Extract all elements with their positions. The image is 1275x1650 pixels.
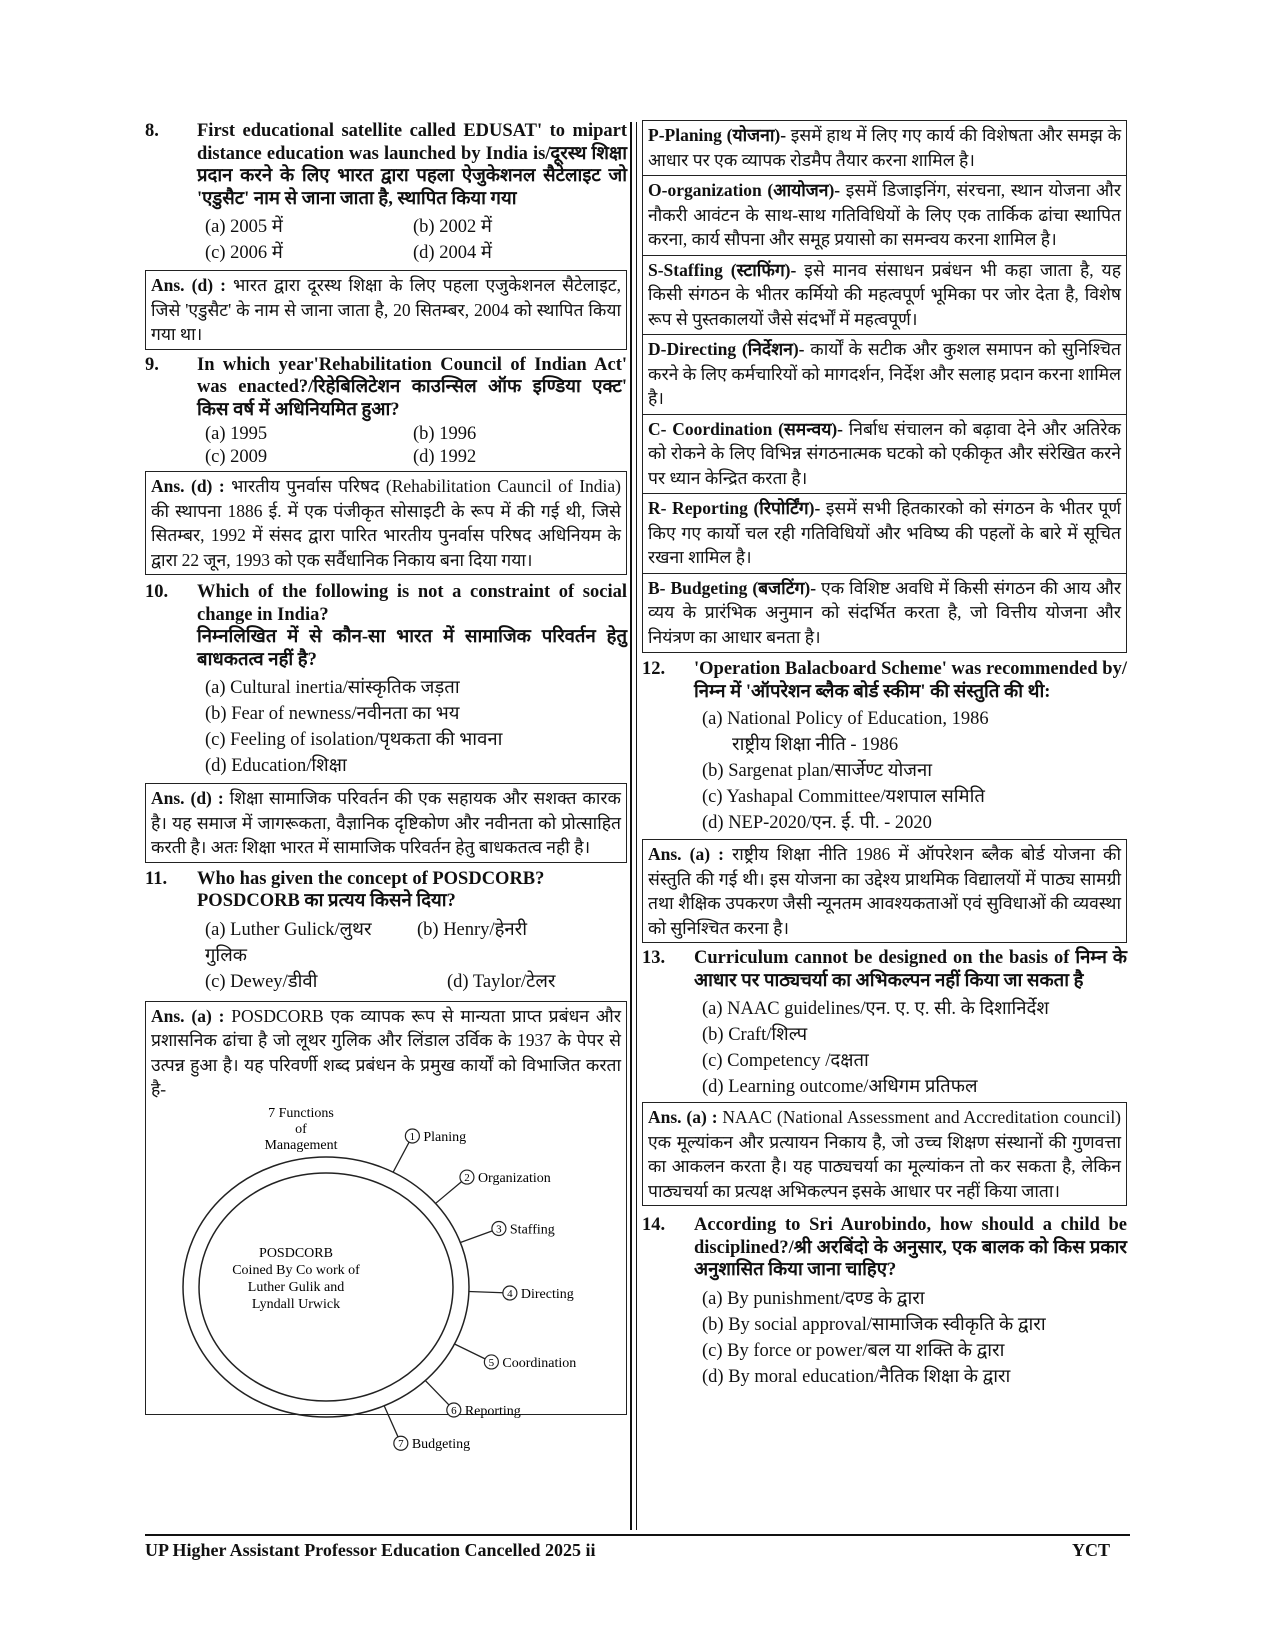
spoke-line [425,1380,449,1404]
question-text: 'Operation Balacboard Scheme' was recommended by/निम्न में 'ऑपरेशन ब्लैक बोर्ड स्कीम' की संस्तुति की थी: [694,659,1127,702]
question-number: 14. [642,1215,666,1235]
option-d: (d) By moral education/नैतिक शिक्षा के द्वारा [702,1366,1011,1387]
spoke-line [436,1181,462,1203]
answer-text: शिक्षा सामाजिक परिवर्तन की एक सहायक और सशक्त कारक है। यह समाज में जागरूकता, वैज्ञानिक दृष्टिकोण और नवीनता को प्रोत्साहित करती है। अतः शिक्षा भारत में सामाजिक परिवर्तन हेतु बाधकतत्व नही है। [151,788,621,857]
option-b: (b) 2002 में [413,217,492,237]
question-number: 12. [642,659,666,679]
answer-box [642,839,1127,943]
answer-text: NAAC (National Assessment and Accreditation council) एक मूल्यांकन और प्रत्यायन निकाय है, जो उच्च शिक्षण संस्थानों की गुणवत्ता का आकलन करता है। यह पाठ्यचर्या का मूल्यांकन तो कर सकता है, लेकिन पाठ्यचर्या का प्रत्यक्ष अभिकल्पन इसके आधार पर नहीं किया जाता। [648,1107,1122,1201]
diagram-title-1: 7 Functions [268,1105,334,1121]
posdcorb-text: इसमें सभी हितकारको को संगठन के भीतर पूर्ण किए गए कार्यो चल रही गतिविधियों और भविष्य की पहलों के बारे में सूचित रखना शामिल है। [648,498,1121,567]
options [702,706,1127,836]
posdcorb-heading: R- Reporting (रिपोर्टिंग)- [648,498,821,518]
question-11 [145,868,627,913]
posdcorb-text: इसे मानव संसाधन प्रबंधन भी कहा जाता है, यह किसी संगठन के भीतर कर्मियो की महत्वपूर्ण भूमिका पर जोर देता है, विशेष रूप से पुस्तकालयों जैसे संदर्भों में महत्वपूर्ण। [648,259,1121,329]
posdcorb-heading: C- Coordination (समन्वय)- [648,418,844,439]
posdcorb-text: निर्बाध संचालन को बढ़ावा देने और अतिरेक को रोकने के लिए विभिन्न संगठनात्मक घटको को एकीकृत और संरेखित करने पर ध्यान केन्द्रित करता है। [648,418,1121,488]
function-label: Planing [423,1129,467,1145]
posdcorb-text: इसमें डिजाइनिंग, संरचना, स्थान योजना और नौकरी आवंटन के साथ-साथ गतिविधियों के लिए एक तार्किक ढांचा स्थापित करना, कार्य सौपना और समूह प्रयासो का समन्वय करना शामिल है। [648,180,1121,249]
option-c: (c) 2006 में [205,243,283,263]
posdcorb-diagram [226,1102,586,1452]
answer-box [145,1001,627,1452]
answer-label: Ans. (a) : [648,1107,718,1127]
question-10 [145,581,627,671]
option-a-hindi: राष्ट्रीय शिक्षा नीति - 1986 [732,735,899,755]
spoke-line [455,1343,486,1358]
footer-rule [145,1534,1130,1536]
option-c: (c) Dewey/डीवी [205,971,318,992]
posdcorb-item [642,494,1127,574]
spoke-line [460,1230,492,1242]
question-number: 13. [642,948,666,968]
center-line-4: Lyndall Urwick [251,1296,341,1312]
question-text: First educational satellite called EDUSAT' to mipart distance education was launched by India is/दूरस्थ शिक्षा प्रदान करने के लिए भारत द्वारा पहला ऐजुकेशनल सैटेलाइट जो 'एडुसैट' नाम से जाना जाता है, स्थापित किया गया [197,121,627,209]
option-b: (b) Sargenat plan/सार्जेण्ट योजना [702,761,933,781]
posdcorb-heading: P-Planing (योजना)- [648,125,787,145]
spoke-line [393,1142,409,1172]
posdcorb-heading: S-Staffing (स्टाफिंग)- [648,259,797,280]
option-d: (d) 2004 में [413,243,492,263]
center-line-2: Coined By Co work of [232,1262,360,1278]
answer-text: भारतीय पुनर्वास परिषद (Rehabilitation Cauncil of India) की स्थापना 1886 ई. में एक पंजीकृत सोसाइटी के रूप में की गई थी, जिसे सितम्बर, 1992 में संसद द्वारा पारित भारतीय पुनर्वास परिषद अधिनियम के द्वारा 22 जून, 1993 को एक सर्वैधानिक निकाय बना दिया गया। [151,476,622,570]
option-d: (d) Learning outcome/अधिगम प्रतिफल [702,1077,978,1097]
question-number: 10. [145,582,169,602]
question-text-hi: POSDCORB का प्रत्यय किसने दिया? [197,891,456,911]
option-b: (b) By social approval/सामाजिक स्वीकृति के द्वारा [702,1314,1046,1335]
answer-text: भारत द्वारा दूरस्थ शिक्षा के लिए पहला एजुकेशनल सैटेलाइट, जिसे 'एडुसैट' के नाम से जाना जाता है, 20 सितम्बर, 2004 को स्थापित किया गया था। [151,275,621,344]
left-column [145,120,627,1452]
posdcorb-item [642,574,1127,654]
footer-publisher: YCT [1072,1540,1111,1560]
function-number: 5 [488,1356,495,1369]
question-text-en: Who has given the concept of POSDCORB? [197,868,545,889]
option-c: (c) Competency /दक्षता [702,1051,869,1071]
option-d: (d) Education/शिक्षा [205,756,347,776]
posdcorb-text: कार्यों के सटीक और कुशल समापन को सुनिश्चित करने के लिए कर्मचारियों को मागदर्शन, निर्देश और सलाह प्रदान करना शामिल है। [648,339,1121,408]
answer-box [145,471,627,575]
option-c: (c) 2009 [205,447,268,467]
answer-label: Ans. (d) : [151,788,224,808]
function-number: 7 [398,1437,404,1450]
options [702,1286,1127,1390]
column-divider-inner [636,122,637,1530]
question-14 [642,1214,1127,1282]
function-label: Coordination [502,1355,577,1371]
question-12 [642,658,1127,703]
option-c: (c) By force or power/बल या शक्ति के द्वारा [702,1340,1005,1361]
question-number: 11. [145,868,168,889]
question-number: 9. [145,354,159,375]
answer-label: Ans. (d) : [151,476,225,496]
option-a: (a) National Policy of Education, 1986 [702,709,989,729]
posdcorb-heading: D-Directing (निर्देशन)- [648,339,805,359]
column-divider [630,122,632,1530]
option-d: (d) NEP-2020/एन. ई. पी. - 2020 [702,813,932,833]
posdcorb-heading: B- Budgeting (बजटिंग)- [648,577,817,598]
function-spokes [384,1129,576,1452]
question-text-en: Which of the following is not a constraint of social change in India? [197,582,627,625]
function-number: 4 [507,1287,513,1300]
answer-text: राष्ट्रीय शिक्षा नीति 1986 में ऑपरेशन ब्लैक बोर्ड योजना की संस्तुति की गई थी। इस योजना का उद्देश्य प्राथमिक विद्यालयों में पाठ्य सामग्री तथा शैक्षिक उपकरण जैसी न्यूनतम आवश्यकताओं एवं सुविधाओं की व्यवस्था को सुनिश्चित करना है। [648,844,1121,938]
option-c: (c) Feeling of isolation/पृथकता की भावना [205,730,503,750]
posdcorb-text: इसमें हाथ में लिए गए कार्य की विशेषता और समझ के आधार पर एक व्यापक रोडमैप तैयार करना शामिल है। [648,125,1122,170]
answer-label: Ans. (a) : [648,844,724,864]
posdcorb-item [642,120,1127,176]
posdcorb-item [642,176,1127,256]
option-b: (b) Craft/शिल्प [702,1025,808,1045]
option-b: (b) Henry/हेनरी [417,919,528,940]
option-b: (b) 1996 [413,424,477,444]
function-number: 6 [451,1404,457,1417]
posdcorb-item [642,335,1127,415]
options [205,917,627,995]
answer-label: Ans. (a) : [151,1005,225,1026]
question-number: 8. [145,121,159,141]
posdcorb-explanations [642,120,1127,653]
function-label: Organization [477,1170,551,1186]
question-9 [145,354,627,422]
function-label: Staffing [509,1222,555,1238]
options [205,675,627,779]
options [205,423,627,469]
option-d: (d) Taylor/टेलर [447,971,556,992]
spoke-line [384,1405,398,1436]
option-a: (a) 2005 में [205,217,283,237]
answer-box [642,1102,1127,1206]
spoke-line [469,1291,503,1292]
function-number: 3 [496,1223,502,1236]
diagram-title-2: of [295,1121,307,1137]
center-line-3: Luther Gulik and [247,1279,345,1295]
option-d: (d) 1992 [413,447,477,467]
right-column [642,120,1127,1390]
options [205,214,627,266]
option-c: (c) Yashapal Committee/यशपाल समिति [702,787,985,807]
posdcorb-text: एक विशिष्ट अवधि में किसी संगठन की आय और व्यय के प्रारंभिक अनुमान को संदर्भित करता है, जो वित्तीय योजना और नियंत्रण का आधार बनता है। [648,577,1122,647]
function-label: Directing [520,1286,574,1302]
diagram-title-3: Management [264,1137,338,1153]
question-8 [145,120,627,210]
function-number: 1 [409,1130,416,1143]
footer-title: UP Higher Assistant Professor Education Cancelled 2025 ii [145,1540,596,1560]
posdcorb-item [642,256,1127,336]
options [702,996,1127,1100]
option-a: (a) By punishment/दण्ड के द्वारा [702,1288,925,1309]
center-line-1: POSDCORB [259,1245,333,1261]
answer-text: POSDCORB एक व्यापक रूप से मान्यता प्राप्त प्रबंधन और प्रशासनिक ढांचा है जो लूथर गुलिक और लिंडाल उर्विक के 1937 के पेपर से उत्पन्न हुआ है। यह परिवर्णी शब्द प्रबंधन के प्रमुख कार्यों को विभाजित करता है- [151,1005,621,1099]
option-a: (a) Cultural inertia/सांस्कृतिक जड़ता [205,678,460,698]
option-a: (a) Luther Gulick/लुथर गुलिक [205,919,372,966]
question-text: In which year'Rehabilitation Council of Indian Act' was enacted?/रिहेबिलिटेशन काउन्सिल ऑफ इण्डिया एक्ट' किस वर्ष में अधिनियमित हुआ? [197,354,627,420]
question-text: According to Sri Aurobindo, how should a child be disciplined?/श्री अरबिंदो के अनुसार, एक बालक को किस प्रकार अनुशासित किया जाना चाहिए? [694,1215,1127,1280]
function-label: Budgeting [411,1436,471,1452]
answer-box [145,783,627,863]
question-13 [642,947,1127,992]
option-a: (a) 1995 [205,424,268,444]
option-a: (a) NAAC guidelines/एन. ए. ए. सी. के दिशानिर्देश [702,999,1049,1019]
answer-box [145,270,627,350]
posdcorb-item [642,415,1127,495]
posdcorb-heading: O-organization (आयोजन)- [648,180,841,200]
function-label: Reporting [464,1403,521,1419]
question-text-hi: निम्नलिखित में से कौन-सा भारत में सामाजिक परिवर्तन हेतु बाधकतत्व नहीं है? [197,627,627,670]
function-number: 2 [464,1171,470,1184]
question-text: Curriculum cannot be designed on the basis of निम्न के आधार पर पाठ्यचर्या का अभिकल्पन नहीं किया जा सकता है [694,948,1127,991]
option-b: (b) Fear of newness/नवीनता का भय [205,704,460,724]
answer-label: Ans. (d) : [151,275,226,295]
